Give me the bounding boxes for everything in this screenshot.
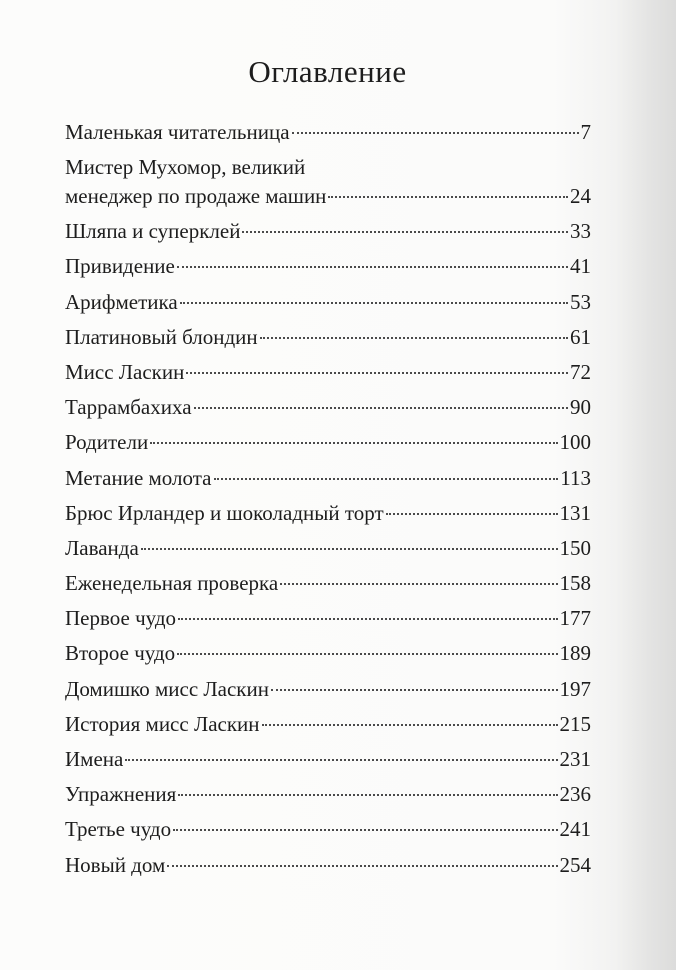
toc-entry-title: Первое чудо bbox=[65, 606, 177, 631]
toc-entry bbox=[65, 393, 591, 428]
toc-entry bbox=[65, 464, 591, 499]
dot-leader bbox=[173, 828, 557, 831]
toc-entry-page: 197 bbox=[559, 676, 591, 701]
toc-entry bbox=[65, 675, 591, 710]
toc-entry bbox=[65, 745, 591, 780]
dot-leader bbox=[186, 371, 568, 374]
toc-entry-title: Имена bbox=[65, 747, 124, 771]
dot-leader bbox=[271, 688, 558, 691]
toc-entry-page: 177 bbox=[559, 606, 591, 631]
dot-leader bbox=[214, 477, 559, 480]
toc-entry-title: Таррамбахиха bbox=[65, 395, 192, 420]
toc-entry bbox=[65, 499, 591, 534]
toc-entry-page: 113 bbox=[560, 465, 591, 490]
toc-entry-page: 231 bbox=[559, 747, 591, 771]
toc-entry-title: Упражнения bbox=[65, 782, 177, 807]
toc-entry-page: 100 bbox=[559, 430, 591, 455]
dot-leader bbox=[178, 617, 557, 620]
dot-leader bbox=[194, 406, 568, 409]
toc-entry bbox=[65, 851, 591, 886]
dot-leader bbox=[177, 265, 568, 268]
toc-entry-title: Шляпа и суперклей bbox=[65, 219, 241, 244]
toc-entry-page: 150 bbox=[559, 535, 591, 560]
toc-entry bbox=[65, 323, 591, 358]
dot-leader bbox=[386, 512, 558, 515]
toc-entry bbox=[65, 639, 591, 674]
table-of-contents bbox=[65, 118, 591, 886]
toc-entry-title: Еженедельная проверка bbox=[65, 571, 279, 596]
toc-entry-page: 90 bbox=[570, 395, 591, 420]
dot-leader bbox=[242, 230, 568, 233]
toc-entry bbox=[65, 288, 591, 323]
dot-leader bbox=[177, 652, 557, 655]
toc-entry-page: 131 bbox=[559, 500, 591, 525]
toc-entry-page: 61 bbox=[570, 324, 591, 349]
toc-entry-title: Лаванда bbox=[65, 535, 139, 560]
toc-entry-page: 24 bbox=[570, 184, 591, 209]
toc-entry-title: Метание молота bbox=[65, 465, 212, 490]
toc-entry-title: Новый дом bbox=[65, 852, 166, 877]
toc-entry-title-line1: Мистер Мухомор, великий bbox=[65, 155, 306, 180]
toc-entry-title: Привидение bbox=[65, 254, 175, 279]
dot-leader bbox=[180, 301, 568, 304]
toc-entry bbox=[65, 358, 591, 393]
toc-entry bbox=[65, 118, 591, 153]
toc-entry-page: 254 bbox=[559, 852, 591, 877]
toc-entry bbox=[65, 153, 591, 217]
toc-entry-title: Третье чудо bbox=[65, 817, 172, 842]
toc-entry bbox=[65, 604, 591, 639]
toc-entry-title: Арифметика bbox=[65, 289, 178, 314]
toc-entry-title: Домишко мисс Ласкин bbox=[65, 676, 269, 701]
dot-leader bbox=[262, 723, 558, 726]
toc-entry-title: Брюс Ирландер и шоколадный торт bbox=[65, 500, 384, 525]
dot-leader bbox=[150, 441, 557, 444]
dot-leader bbox=[328, 195, 568, 198]
toc-entry-title: Маленькая читательница bbox=[65, 120, 290, 144]
toc-entry-page: 72 bbox=[570, 359, 591, 384]
toc-entry-title: Второе чудо bbox=[65, 641, 176, 666]
toc-entry bbox=[65, 252, 591, 287]
page-title: Оглавление bbox=[248, 54, 407, 89]
toc-entry bbox=[65, 428, 591, 463]
toc-entry-title: Платиновый блондин bbox=[65, 324, 258, 349]
toc-entry-page: 215 bbox=[559, 711, 591, 736]
toc-entry-page: 236 bbox=[559, 782, 591, 807]
toc-entry-title: менеджер по продаже машин bbox=[65, 184, 327, 209]
toc-entry-title: Родители bbox=[65, 430, 149, 455]
toc-entry-page: 158 bbox=[559, 571, 591, 596]
toc-entry bbox=[65, 710, 591, 745]
toc-entry-page: 241 bbox=[559, 817, 591, 842]
dot-leader bbox=[260, 336, 568, 339]
toc-entry bbox=[65, 780, 591, 815]
dot-leader bbox=[280, 582, 557, 585]
toc-entry bbox=[65, 815, 591, 850]
dot-leader bbox=[167, 864, 557, 867]
dot-leader bbox=[292, 131, 579, 134]
toc-entry bbox=[65, 217, 591, 252]
dot-leader bbox=[178, 793, 557, 796]
toc-entry-page: 189 bbox=[559, 641, 591, 666]
toc-entry-page: 53 bbox=[570, 289, 591, 314]
toc-entry-title: Мисс Ласкин bbox=[65, 359, 185, 384]
toc-entry-page: 7 bbox=[580, 120, 591, 144]
toc-entry-page: 41 bbox=[570, 254, 591, 279]
dot-leader bbox=[125, 758, 557, 761]
toc-entry-title: История мисс Ласкин bbox=[65, 711, 260, 736]
dot-leader bbox=[141, 547, 558, 550]
toc-entry-page: 33 bbox=[570, 219, 591, 244]
toc-entry bbox=[65, 534, 591, 569]
toc-entry bbox=[65, 569, 591, 604]
